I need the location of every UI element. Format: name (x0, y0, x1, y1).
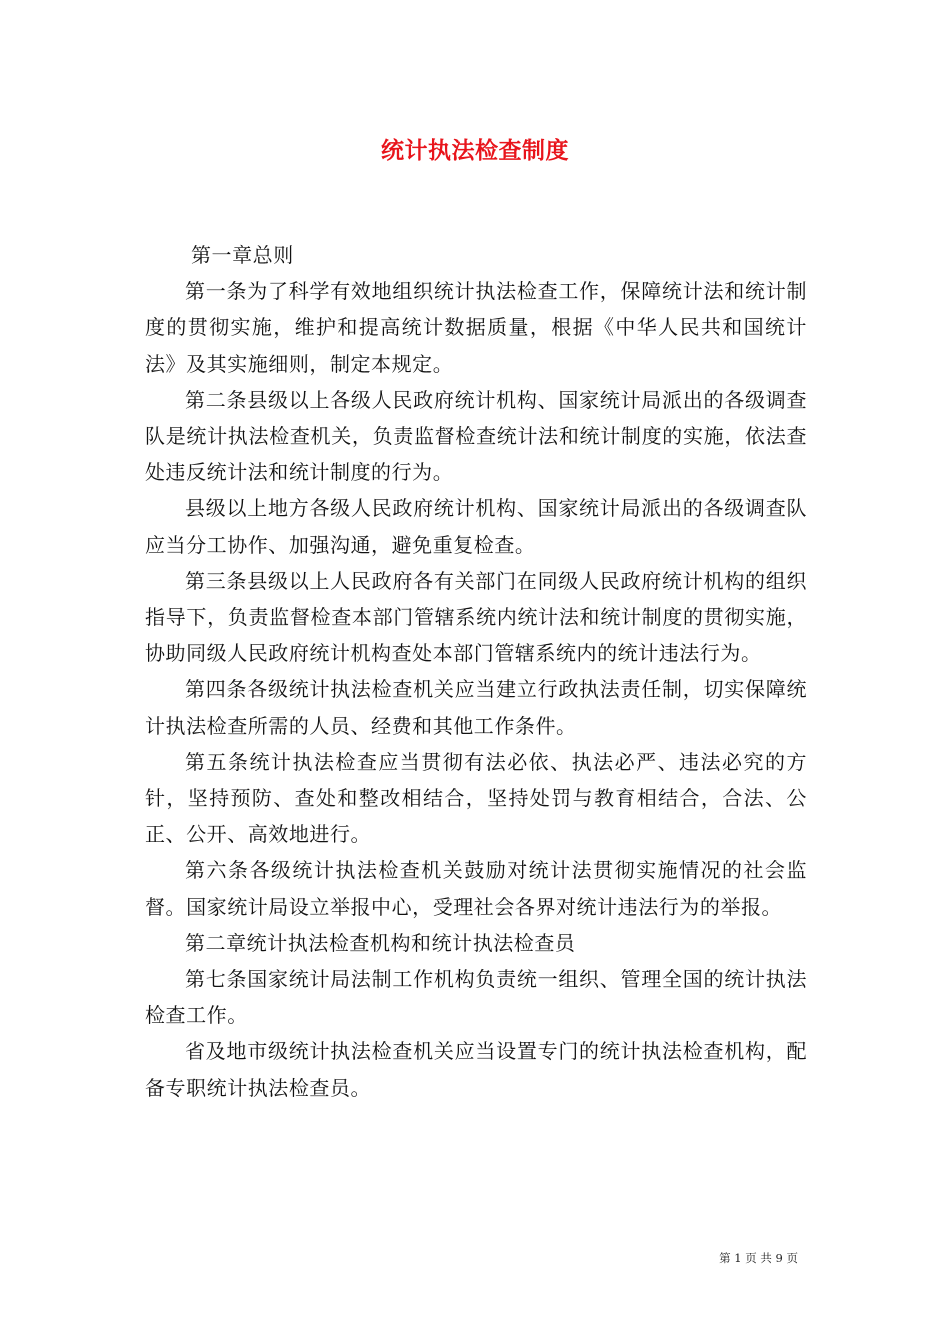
article-paragraph: 第七条国家统计局法制工作机构负责统一组织、管理全国的统计执法检查工作。 (145, 967, 807, 1028)
chapter-heading-1: 第一章总则 (191, 243, 294, 267)
document-body (145, 237, 807, 1106)
document-title: 统计执法检查制度 (381, 137, 569, 164)
article-paragraph: 第五条统计执法检查应当贯彻有法必依、执法必严、违法必究的方针，坚持预防、查处和整改相结合，坚持处罚与教育相结合，合法、公正、公开、高效地进行。 (145, 749, 807, 847)
article-paragraph: 县级以上地方各级人民政府统计机构、国家统计局派出的各级调查队应当分工协作、加强沟通，避免重复检查。 (145, 496, 807, 557)
chapter-heading-2: 第二章统计执法检查机构和统计执法检查员 (185, 930, 576, 955)
page-number: 第 1 页 共 9 页 (719, 1251, 798, 1265)
article-paragraph: 省及地市级统计执法检查机关应当设置专门的统计执法检查机构，配备专职统计执法检查员。 (145, 1039, 807, 1100)
article-paragraph: 第一条为了科学有效地组织统计执法检查工作，保障统计法和统计制度的贯彻实施，维护和提高统计数据质量，根据《中华人民共和国统计法》及其实施细则，制定本规定。 (145, 279, 807, 376)
article-paragraph: 第四条各级统计执法检查机关应当建立行政执法责任制，切实保障统计执法检查所需的人员、经费和其他工作条件。 (145, 677, 807, 738)
article-paragraph: 第三条县级以上人民政府各有关部门在同级人民政府统计机构的组织指导下，负责监督检查本部门管辖系统内统计法和统计制度的贯彻实施，协助同级人民政府统计机构查处本部门管辖系统内的统计违法行为。 (145, 568, 807, 666)
article-paragraph: 第二条县级以上各级人民政府统计机构、国家统计局派出的各级调查队是统计执法检查机关，负责监督检查统计法和统计制度的实施，依法查处违反统计法和统计制度的行为。 (145, 387, 807, 485)
article-paragraph: 第六条各级统计执法检查机关鼓励对统计法贯彻实施情况的社会监督。国家统计局设立举报中心，受理社会各界对统计违法行为的举报。 (145, 858, 807, 919)
